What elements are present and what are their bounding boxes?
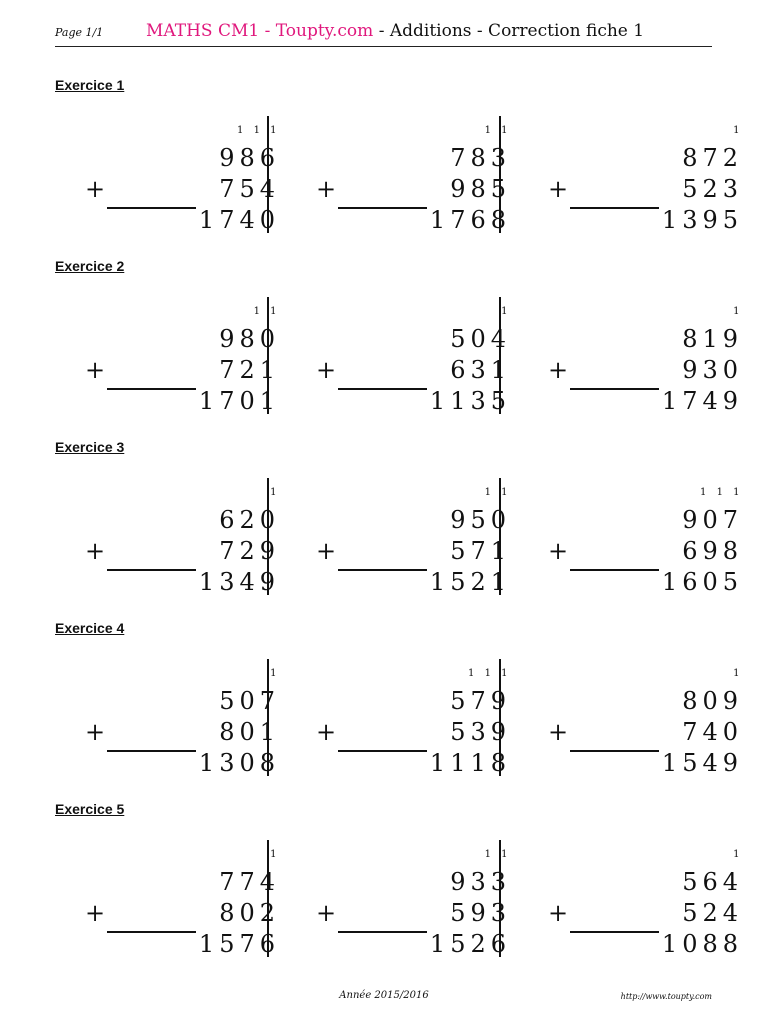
plus-sign: + xyxy=(316,175,337,203)
exercise-label: Exercice 5 xyxy=(55,801,125,817)
sum-result: 1605 xyxy=(661,568,743,596)
addition-problem xyxy=(543,297,768,417)
sum-result: 1749 xyxy=(661,387,743,415)
plus-sign: + xyxy=(548,537,569,565)
plus-sign: + xyxy=(85,718,106,746)
exercise-label: Exercice 3 xyxy=(55,439,125,455)
plus-sign: + xyxy=(85,356,106,384)
addition-problem xyxy=(80,478,312,598)
first-addend: 819 xyxy=(682,325,743,353)
plus-sign: + xyxy=(316,356,337,384)
sum-rule xyxy=(107,388,196,390)
addition-problem xyxy=(311,297,543,417)
carry-digits: 1 xyxy=(733,306,743,317)
carry-digits: 1 1 xyxy=(484,125,511,136)
exercise-label: Exercice 1 xyxy=(55,77,125,93)
sum-rule xyxy=(338,388,427,390)
exercise-label: Exercice 2 xyxy=(55,258,125,274)
second-addend: 571 xyxy=(450,537,511,565)
sum-rule xyxy=(338,569,427,571)
first-addend: 774 xyxy=(219,868,280,896)
plus-sign: + xyxy=(316,718,337,746)
sum-rule xyxy=(570,750,659,752)
sum-result: 1576 xyxy=(198,930,280,958)
sum-result: 1701 xyxy=(198,387,280,415)
exercise-label: Exercice 4 xyxy=(55,620,125,636)
sum-result: 1135 xyxy=(429,387,511,415)
plus-sign: + xyxy=(85,537,106,565)
first-addend: 579 xyxy=(450,687,511,715)
second-addend: 593 xyxy=(450,899,511,927)
first-addend: 564 xyxy=(682,868,743,896)
exercise-section xyxy=(0,77,768,258)
plus-sign: + xyxy=(316,899,337,927)
first-addend: 872 xyxy=(682,144,743,172)
second-addend: 721 xyxy=(219,356,280,384)
first-addend: 933 xyxy=(450,868,511,896)
plus-sign: + xyxy=(85,899,106,927)
addition-problem xyxy=(543,659,768,779)
first-addend: 986 xyxy=(219,144,280,172)
plus-sign: + xyxy=(548,356,569,384)
sum-result: 1768 xyxy=(429,206,511,234)
plus-sign: + xyxy=(548,175,569,203)
carry-digits: 1 xyxy=(270,487,280,498)
second-addend: 802 xyxy=(219,899,280,927)
sum-rule xyxy=(338,750,427,752)
carry-digits: 1 xyxy=(733,849,743,860)
plus-sign: + xyxy=(548,899,569,927)
sum-rule xyxy=(570,931,659,933)
title-subject: - Additions - Correction fiche 1 xyxy=(373,21,645,41)
sum-rule xyxy=(107,931,196,933)
carry-digits: 1 1 1 xyxy=(468,668,511,679)
plus-sign: + xyxy=(548,718,569,746)
second-addend: 985 xyxy=(450,175,511,203)
first-addend: 620 xyxy=(219,506,280,534)
addition-problem xyxy=(543,478,768,598)
carry-digits: 1 1 xyxy=(484,849,511,860)
plus-sign: + xyxy=(316,537,337,565)
exercise-section xyxy=(0,801,768,982)
carry-digits: 1 xyxy=(501,306,511,317)
sum-rule xyxy=(107,207,196,209)
addition-problem xyxy=(543,840,768,960)
carry-digits: 1 1 1 xyxy=(700,487,743,498)
second-addend: 523 xyxy=(682,175,743,203)
second-addend: 930 xyxy=(682,356,743,384)
sum-rule xyxy=(570,388,659,390)
first-addend: 783 xyxy=(450,144,511,172)
title-brand: MATHS CM1 - Toupty.com xyxy=(146,21,374,41)
first-addend: 504 xyxy=(450,325,511,353)
addition-problem xyxy=(80,297,312,417)
sum-rule xyxy=(338,207,427,209)
carry-digits: 1 1 xyxy=(253,306,280,317)
second-addend: 524 xyxy=(682,899,743,927)
addition-problem xyxy=(80,840,312,960)
addition-problem xyxy=(311,478,543,598)
sum-rule xyxy=(107,569,196,571)
sum-result: 1395 xyxy=(661,206,743,234)
sum-result: 1118 xyxy=(429,749,511,777)
first-addend: 980 xyxy=(219,325,280,353)
addition-problem xyxy=(543,116,768,236)
sum-rule xyxy=(570,569,659,571)
first-addend: 507 xyxy=(219,687,280,715)
second-addend: 729 xyxy=(219,537,280,565)
page-number: Page 1/1 xyxy=(55,26,104,39)
second-addend: 740 xyxy=(682,718,743,746)
carry-digits: 1 xyxy=(733,668,743,679)
carry-digits: 1 1 1 xyxy=(237,125,280,136)
addition-problem xyxy=(311,840,543,960)
footer-year: Année 2015/2016 xyxy=(339,990,429,1001)
exercise-section xyxy=(0,439,768,620)
sum-result: 1526 xyxy=(429,930,511,958)
addition-problem xyxy=(311,116,543,236)
sum-result: 1349 xyxy=(198,568,280,596)
carry-digits: 1 1 xyxy=(484,487,511,498)
first-addend: 809 xyxy=(682,687,743,715)
second-addend: 801 xyxy=(219,718,280,746)
exercise-section xyxy=(0,620,768,801)
second-addend: 698 xyxy=(682,537,743,565)
page-header xyxy=(55,16,712,47)
page-title xyxy=(146,21,644,41)
sum-result: 1308 xyxy=(198,749,280,777)
sum-result: 1088 xyxy=(661,930,743,958)
second-addend: 754 xyxy=(219,175,280,203)
addition-problem xyxy=(80,116,312,236)
sum-rule xyxy=(338,931,427,933)
addition-problem xyxy=(80,659,312,779)
footer-url: http://www.toupty.com xyxy=(620,992,712,1001)
exercise-section xyxy=(0,258,768,439)
second-addend: 631 xyxy=(450,356,511,384)
first-addend: 907 xyxy=(682,506,743,534)
first-addend: 950 xyxy=(450,506,511,534)
sum-rule xyxy=(570,207,659,209)
second-addend: 539 xyxy=(450,718,511,746)
carry-digits: 1 xyxy=(270,849,280,860)
carry-digits: 1 xyxy=(733,125,743,136)
sum-result: 1521 xyxy=(429,568,511,596)
sum-rule xyxy=(107,750,196,752)
sum-result: 1740 xyxy=(198,206,280,234)
addition-problem xyxy=(311,659,543,779)
sum-result: 1549 xyxy=(661,749,743,777)
carry-digits: 1 xyxy=(270,668,280,679)
plus-sign: + xyxy=(85,175,106,203)
